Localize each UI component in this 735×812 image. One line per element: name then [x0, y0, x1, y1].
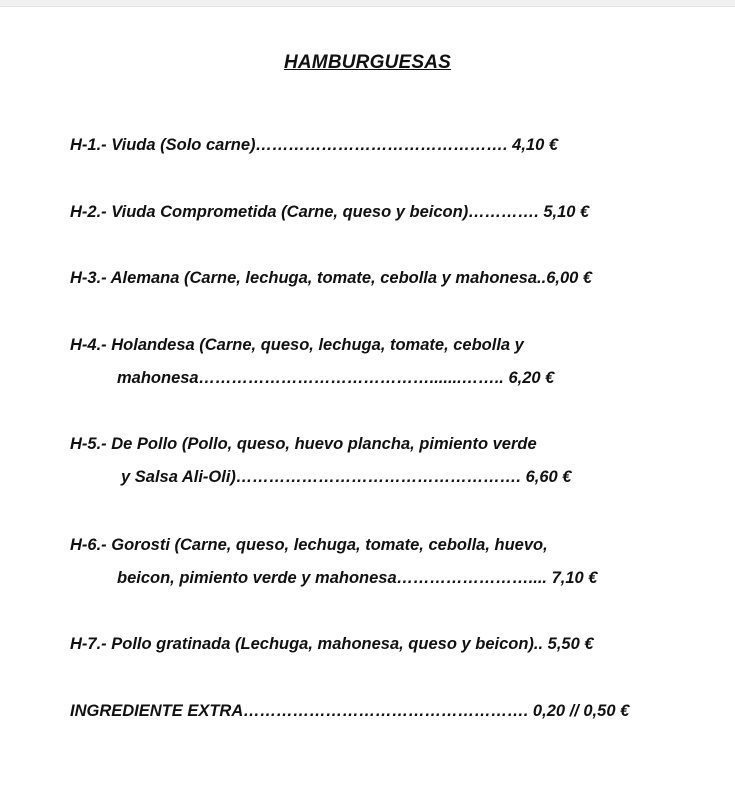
extra-ingredient: INGREDIENTE EXTRA……………………………………………. 0,20 // 0,50 € — [70, 702, 630, 720]
menu-item-h6-line1: H-6.- Gorosti (Carne, queso, lechuga, tomate, cebolla, huevo, — [70, 536, 548, 554]
menu-item-h5-line1: H-5.- De Pollo (Pollo, queso, huevo plancha, pimiento verde — [70, 435, 537, 453]
menu-item-h7: H-7.- Pollo gratinada (Lechuga, mahonesa, queso y beicon).. 5,50 € — [70, 635, 594, 653]
menu-item-h4-line1: H-4.- Holandesa (Carne, queso, lechuga, tomate, cebolla y — [70, 336, 524, 354]
menu-item-h5-line2: y Salsa Ali-Oli)……………………………………………. 6,60 € — [121, 468, 572, 486]
menu-item-h1: H-1.- Viuda (Solo carne)………………………………………. 4,10 € — [70, 136, 559, 154]
menu-item-h4-line2: mahonesa…………………………………….......…….. 6,20 € — [117, 369, 555, 387]
menu-item-h2: H-2.- Viuda Comprometida (Carne, queso y beicon)…………. 5,10 € — [70, 203, 590, 221]
page-title: HAMBURGUESAS — [283, 52, 452, 73]
menu-item-h6-line2: beicon, pimiento verde y mahonesa…………………….... 7,10 € — [117, 569, 598, 587]
menu-item-h3: H-3.- Alemana (Carne, lechuga, tomate, cebolla y mahonesa..6,00 € — [70, 269, 593, 287]
